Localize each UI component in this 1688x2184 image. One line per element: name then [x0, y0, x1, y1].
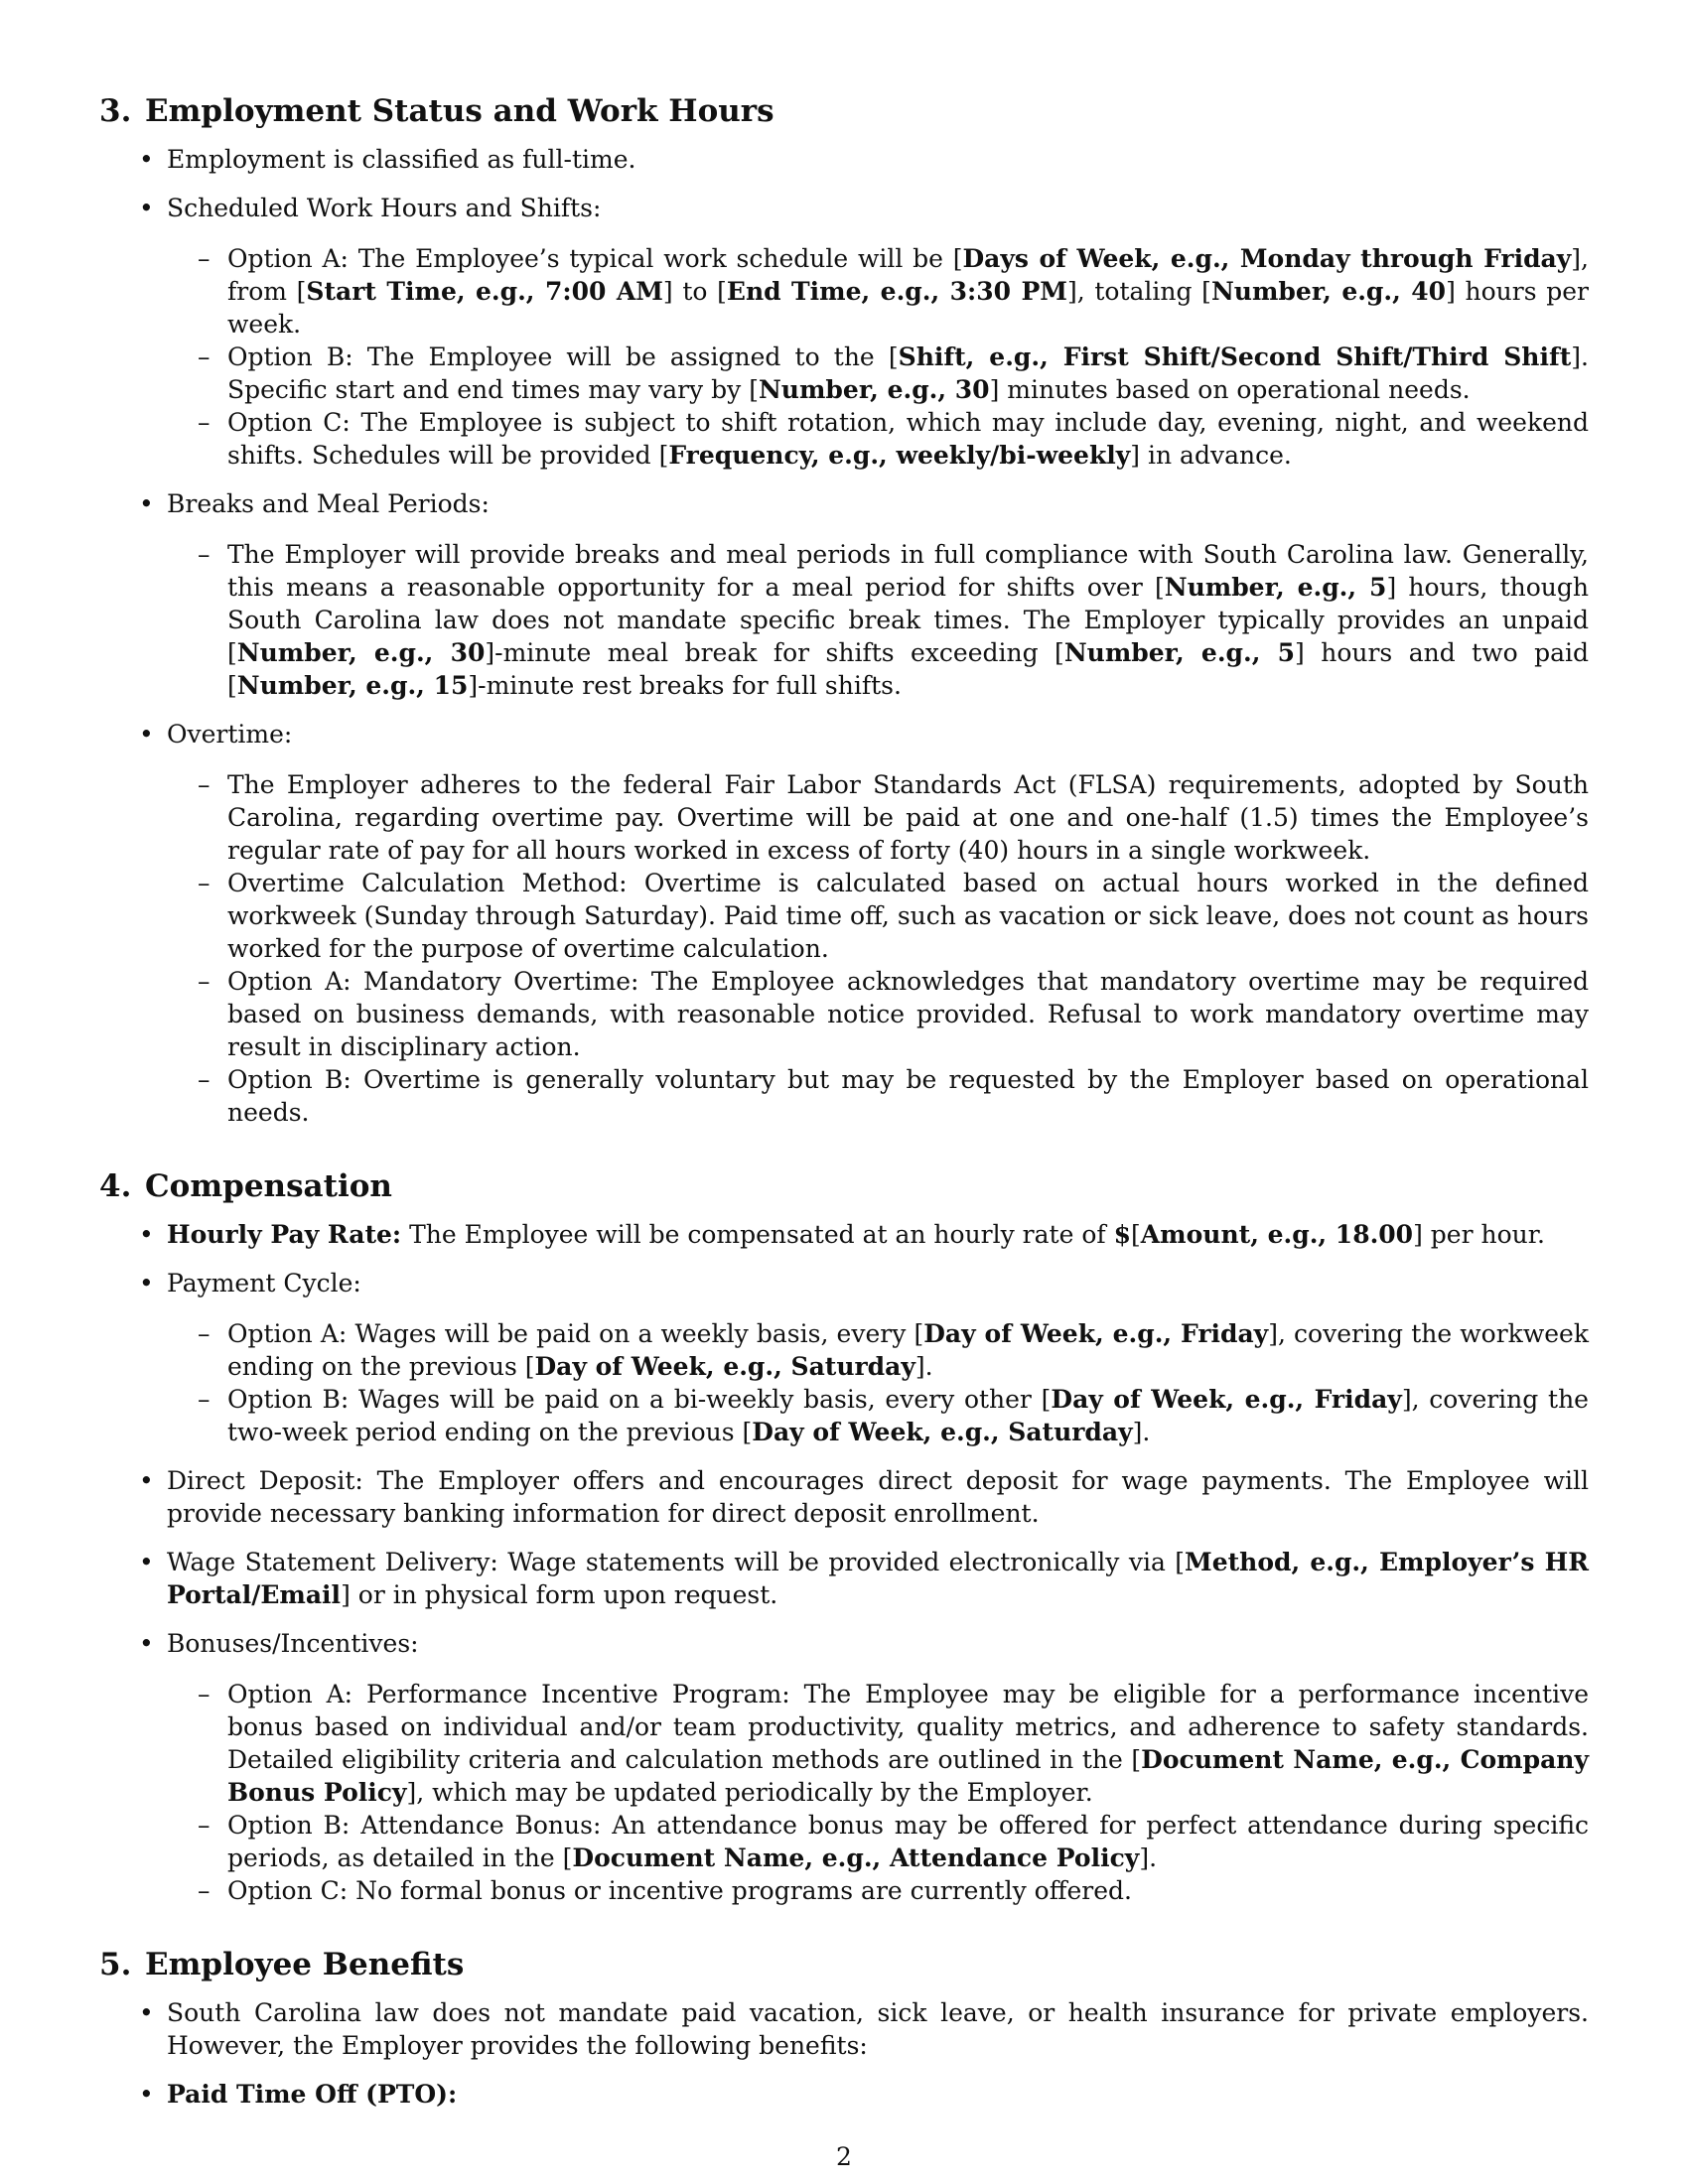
text: Option B: Wages will be paid on a bi-weekly basis, every other [: [227, 1385, 1052, 1414]
section-3-heading: [99, 91, 1589, 131]
text: ] hours and two paid [: [227, 638, 1589, 700]
placeholder-field: Day of Week, e.g., Friday: [923, 1319, 1269, 1348]
text: ]-minute meal break for shifts exceeding [: [485, 638, 1064, 667]
item-text: Breaks and Meal Periods:: [167, 489, 490, 518]
sub-list-item: [167, 1809, 1589, 1874]
text: Option C: The Employee is subject to shift rotation, which may include day, evening, night, and weekend shifts. Schedules will be provided [: [227, 408, 1589, 470]
placeholder-field: Day of Week, e.g., Saturday: [534, 1352, 915, 1381]
currency-symbol: $: [1113, 1220, 1131, 1249]
placeholder-field: Number, e.g., 30: [758, 375, 990, 404]
section-5-list: [99, 1996, 1589, 2111]
section-4-list: [99, 1218, 1589, 1907]
sub-list: [167, 1317, 1589, 1448]
list-item: [99, 1218, 1589, 1251]
placeholder-field: Start Time, e.g., 7:00 AM: [306, 277, 663, 306]
section-3-list: [99, 143, 1589, 1129]
text: [: [1131, 1220, 1141, 1249]
text: The Employer will provide breaks and meal periods in full compliance with South Carolina law. Generally, this means a reasonable opportunity for a meal period for shifts over [: [227, 540, 1589, 602]
text: Option A: The Employee’s typical work schedule will be [: [227, 244, 963, 273]
sub-list-item: – Option A: Mandatory Overtime: The Employee acknowledges that mandatory overtime may be required based on business demands, with reasonable notice provided. Refusal to work mandatory overtime may result in disciplinary action.: [167, 965, 1589, 1063]
sub-list-item: [167, 406, 1589, 472]
section-title: Employee Benefits: [145, 1947, 465, 1982]
sub-list-item: – Option C: No formal bonus or incentive programs are currently offered.: [167, 1874, 1589, 1907]
text: ] minutes based on operational needs.: [989, 375, 1471, 404]
sub-list-item: – Overtime Calculation Method: Overtime is calculated based on actual hours worked in the defined workweek (Sunday through Saturday). Paid time off, such as vacation or sick leave, does not count as hours worked for the purpose of overtime calculation.: [167, 867, 1589, 965]
list-item: [99, 487, 1589, 702]
text: Option A: Wages will be paid on a weekly basis, every [: [227, 1319, 924, 1348]
list-item: [99, 143, 1589, 176]
sub-list: [167, 768, 1589, 1129]
sub-list: [167, 538, 1589, 702]
text: ] to [: [662, 277, 727, 306]
list-item: [99, 2078, 1589, 2111]
placeholder-field: Document Name, e.g., Attendance Policy: [572, 1843, 1140, 1872]
item-label: Hourly Pay Rate:: [167, 1220, 402, 1249]
text: ].: [1132, 1418, 1151, 1446]
placeholder-field: Number, e.g., 30: [236, 638, 486, 667]
list-item: [99, 1627, 1589, 1907]
text: ]-minute rest breaks for full shifts.: [468, 671, 902, 700]
sub-list-item: – The Employer adheres to the federal Fair Labor Standards Act (FLSA) requirements, adopted by South Carolina, regarding overtime pay. Overtime will be paid at one and one-half (1.5) times the Employee’s regular rate of pay for all hours worked in excess of forty (40) hours in a single workweek.: [167, 768, 1589, 867]
list-item: [99, 192, 1589, 472]
list-item: [99, 1267, 1589, 1448]
text: Option A: Performance Incentive Program: The Employee may be eligible for a performance incentive bonus based on individual and/or team productivity, quality metrics, and adherence to safety standards. Detailed eligibility criteria and calculation methods are outlined in the [: [227, 1680, 1589, 1774]
placeholder-field: Day of Week, e.g., Saturday: [752, 1418, 1133, 1446]
section-number: 4.: [99, 1168, 132, 1204]
item-text: Bonuses/Incentives:: [167, 1629, 419, 1658]
text: ] in advance.: [1130, 441, 1292, 470]
placeholder-field: End Time, e.g., 3:30 PM: [726, 277, 1067, 306]
section-number: 5.: [99, 1947, 132, 1982]
text: Option B: The Employee will be assigned to the [: [227, 342, 899, 371]
sub-list-item: [167, 1317, 1589, 1383]
sub-list: [167, 1678, 1589, 1907]
item-text: Scheduled Work Hours and Shifts:: [167, 194, 602, 222]
page-number: 2: [836, 2142, 852, 2171]
text: ], from [: [227, 244, 1589, 306]
sub-list-item: [167, 1383, 1589, 1448]
list-item: [99, 1546, 1589, 1611]
item-text: Overtime:: [167, 720, 293, 749]
item-text: Payment Cycle:: [167, 1269, 361, 1297]
text: ].: [914, 1352, 933, 1381]
placeholder-field: Amount, e.g., 18.00: [1140, 1220, 1414, 1249]
placeholder-field: Day of Week, e.g., Friday: [1051, 1385, 1402, 1414]
section-title: Employment Status and Work Hours: [145, 93, 774, 129]
section-4-heading: [99, 1166, 1589, 1206]
text: ], which may be updated periodically by the Employer.: [406, 1778, 1093, 1807]
section-5-heading: [99, 1945, 1589, 1984]
placeholder-field: Frequency, e.g., weekly/bi-weekly: [668, 441, 1131, 470]
text: ] hours, though South Carolina law does not mandate specific break times. The Employer typically provides an unpaid [: [227, 573, 1589, 667]
text: ], totaling [: [1066, 277, 1211, 306]
placeholder-field: Method, e.g., Employer’s HR Portal/Email: [167, 1548, 1589, 1609]
placeholder-field: Number, e.g., 5: [1164, 573, 1387, 602]
text: Option B: Attendance Bonus: An attendance bonus may be offered for perfect attendance during specific periods, as detailed in the [: [227, 1811, 1589, 1872]
placeholder-field: Number, e.g., 5: [1063, 638, 1296, 667]
list-item: • South Carolina law does not mandate paid vacation, sick leave, or health insurance for private employers. However, the Employer provides the following benefits:: [99, 1996, 1589, 2062]
section-number: 3.: [99, 93, 132, 129]
sub-list-item: – Option B: Overtime is generally voluntary but may be requested by the Employer based on operational needs.: [167, 1063, 1589, 1129]
item-text: Employment is classified as full-time.: [167, 145, 636, 174]
text: Wage Statement Delivery: Wage statements will be provided electronically via [: [167, 1548, 1186, 1576]
text: ]. Specific start and end times may vary by [: [227, 342, 1589, 404]
text: ] hours per week.: [227, 277, 1590, 339]
placeholder-field: Days of Week, e.g., Monday through Friday: [962, 244, 1572, 273]
placeholder-field: Number, e.g., 40: [1210, 277, 1447, 306]
text: ] per hour.: [1413, 1220, 1545, 1249]
list-item: • Direct Deposit: The Employer offers and encourages direct deposit for wage payments. The Employee will provide necessary banking information for direct deposit enrollment.: [99, 1464, 1589, 1530]
sub-list-item: [167, 538, 1589, 702]
placeholder-field: Number, e.g., 15: [236, 671, 469, 700]
placeholder-field: Shift, e.g., First Shift/Second Shift/Third Shift: [898, 342, 1572, 371]
sub-list-item: [167, 341, 1589, 406]
text: The Employee will be compensated at an hourly rate of: [401, 1220, 1114, 1249]
list-item: [99, 718, 1589, 1129]
text: ], covering the two-week period ending on the previous [: [227, 1385, 1589, 1446]
text: ] or in physical form upon request.: [341, 1580, 778, 1609]
sub-list-item: [167, 1678, 1589, 1809]
section-title: Compensation: [145, 1168, 392, 1204]
text: ], covering the workweek ending on the previous [: [227, 1319, 1589, 1381]
placeholder-field: Document Name, e.g., Company Bonus Policy: [227, 1745, 1589, 1807]
document-page: [99, 91, 1589, 2126]
sub-list: [167, 242, 1589, 472]
text: ].: [1139, 1843, 1158, 1872]
item-label: Paid Time Off (PTO):: [167, 2080, 458, 2109]
sub-list-item: [167, 242, 1589, 341]
